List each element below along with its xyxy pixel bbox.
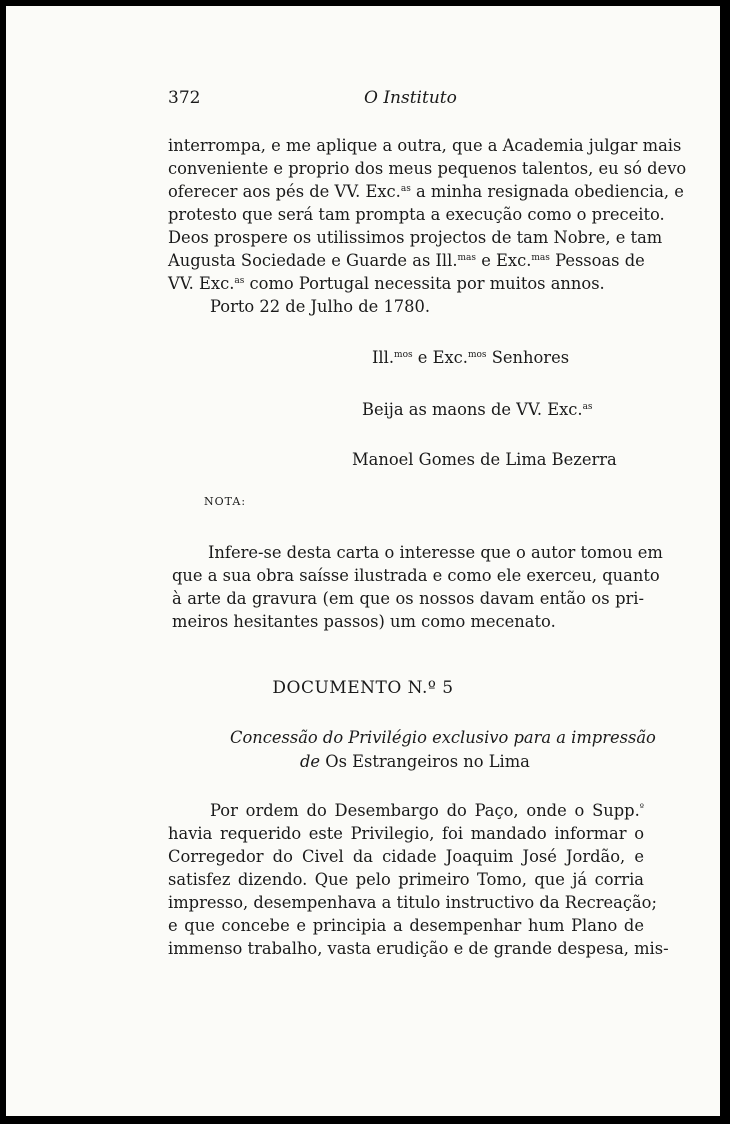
text-line: Por ordem do Desembargo do Paço, onde o Supp.$^º$ <box>210 801 644 820</box>
scan-edge-mark <box>716 6 720 18</box>
text-line: conveniente e proprio dos meus pequenos talentos, eu só devo <box>168 159 687 178</box>
text-line: Infere-se desta carta o interesse que o autor tomou em <box>208 543 663 562</box>
text-line: interrompa, e me aplique a outra, que a Academia julgar mais <box>168 136 682 155</box>
document-subtitle-line-2: de Os Estrangeiros no Lima <box>300 752 530 771</box>
salutation: Ill.$^{mos}$ e Exc.$^{mos}$ Senhores <box>372 348 570 367</box>
text-line: impresso, desempenhava a titulo instructivo da Recreação; <box>168 893 657 912</box>
running-header <box>168 88 644 112</box>
document-heading: DOCUMENTO N.º 5 <box>272 678 454 698</box>
document-subtitle-line-1: Concessão do Privilégio exclusivo para a impressão <box>230 728 656 747</box>
document-body <box>168 799 669 960</box>
letter-date: Porto 22 de Julho de 1780. <box>210 297 431 316</box>
letter-text <box>168 134 687 318</box>
text-line: Augusta Sociedade e Guarde as Ill.$^{mas}$ e Exc.$^{mas}$ Pessoas de <box>168 251 645 270</box>
text-line: satisfez dizendo. Que pelo primeiro Tomo, que já corria <box>168 870 644 889</box>
text-line: Corregedor do Civel da cidade Joaquim José Jordão, e <box>168 847 644 866</box>
text-line: à arte da gravura (em que os nossos davam então os pri- <box>172 589 644 608</box>
text-line: Deos prospere os utilissimos projectos de tam Nobre, e tam <box>168 228 663 247</box>
page <box>6 6 720 1116</box>
running-title: O Instituto <box>364 88 457 108</box>
text-line: meiros hesitantes passos) um como mecenato. <box>172 612 556 631</box>
text-line: protesto que será tam prompta a execução como o preceito. <box>168 205 665 224</box>
text-line: immenso trabalho, vasta erudição e de grande despesa, mis- <box>168 939 669 958</box>
note-label: NOTA: <box>204 495 247 508</box>
text-line: que a sua obra saísse ilustrada e como ele exerceu, quanto <box>172 566 660 585</box>
text-line: havia requerido este Privilegio, foi mandado informar o <box>168 824 644 843</box>
signature: Manoel Gomes de Lima Bezerra <box>352 450 617 469</box>
text-line: VV. Exc.$^{as}$ como Portugal necessita por muitos annos. <box>168 274 605 293</box>
text-line: e que concebe e principia a desempenhar hum Plano de <box>168 916 644 935</box>
note-text <box>172 541 663 633</box>
page-number: 372 <box>168 88 201 108</box>
text-line: oferecer aos pés de VV. Exc.$^{as}$ a minha resignada obediencia, e <box>168 182 684 201</box>
valediction: Beija as maons de VV. Exc.$^{as}$ <box>362 400 593 419</box>
